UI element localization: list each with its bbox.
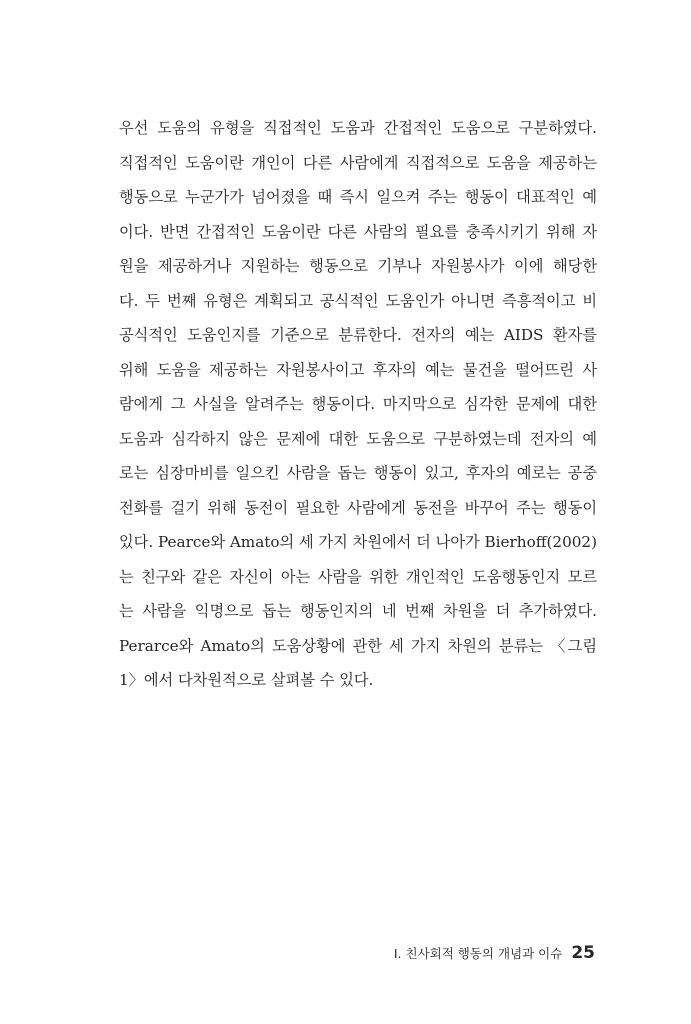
paragraph-line: 로는 심장마비를 일으킨 사람을 돕는 행동이 있고, 후자의 예로는 공중 [119,464,597,482]
chapter-title: I. 친사회적 행동의 개념과 이슈 [393,946,563,961]
paragraph-line: 이다. 반면 간접적인 도움이란 다른 사람의 필요를 충족시키기 위해 자 [119,222,597,241]
body-paragraph [119,111,597,698]
paragraph-line: 다. 두 번째 유형은 계획되고 공식적인 도움인가 아니면 즉흥적이고 비 [119,291,597,310]
paragraph-line: 위해 도움을 제공하는 자원봉사이고 후자의 예는 물건을 떨어뜨린 사 [119,360,597,379]
paragraph-line: 원을 제공하거나 지원하는 행동으로 기부나 자원봉사가 이에 해당한 [119,257,597,275]
page-number: 25 [571,943,595,963]
paragraph-line: 직접적인 도움이란 개인이 다른 사람에게 직접적으로 도움을 제공하는 [119,153,597,172]
paragraph-line: 공식적인 도움인지를 기준으로 분류한다. 전자의 예는 AIDS 환자를 [119,326,597,344]
running-footer [394,943,595,967]
paragraph-line: 행동으로 누군가가 넘어졌을 때 즉시 일으켜 주는 행동이 대표적인 예 [119,188,597,206]
paragraph-line: 있다. Pearce와 Amato의 세 가지 차원에서 더 나아가 Bierhoff(2002) [119,533,597,551]
paragraph-line: 전화를 걸기 위해 동전이 필요한 사람에게 동전을 바꾸어 주는 행동이 [119,498,597,517]
paragraph-line: 우선 도움의 유형을 직접적인 도움과 간접적인 도움으로 구분하였다. [119,119,597,137]
paragraph-line: 는 친구와 같은 자신이 아는 사람을 위한 개인적인 도움행동인지 모르 [119,567,597,586]
paragraph-line-last: 1〉에서 다차원적으로 살펴볼 수 있다. [119,671,374,689]
paragraph-line: 도움과 심각하지 않은 문제에 대한 도움으로 구분하였는데 전자의 예 [119,429,597,448]
paragraph-line: 는 사람을 익명으로 돕는 행동인지의 네 번째 차원을 더 추가하였다. [119,602,597,620]
paragraph-line: Perarce와 Amato의 도움상황에 관한 세 가지 차원의 분류는 〈그림 [119,636,597,655]
paragraph-line: 람에게 그 사실을 알려주는 행동이다. 마지막으로 심각한 문제에 대한 [119,395,597,413]
